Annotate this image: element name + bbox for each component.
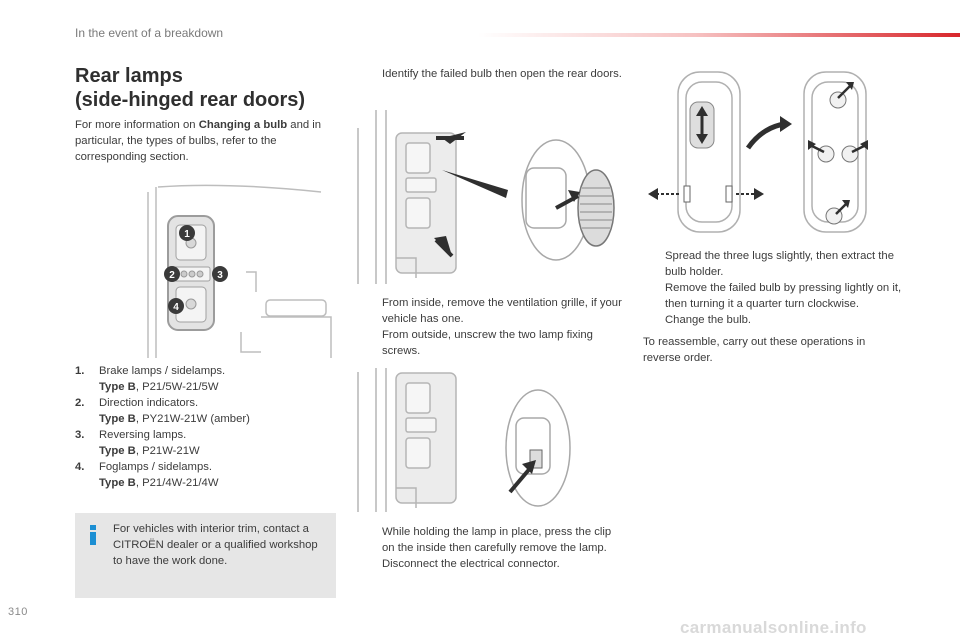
footer-watermark-url: carmanualsonline.info [680, 618, 867, 637]
intro-link-text: Changing a bulb [198, 119, 288, 131]
bulb-name: Brake lamps / sidelamps. [99, 365, 226, 377]
bulb-number: 1. [75, 365, 85, 377]
header-accent-bar [478, 33, 960, 37]
bulb-label-2: 2 [169, 270, 175, 281]
bulb-type-list [75, 363, 335, 491]
reassemble-note: To reassemble, carry out these operations in reverse order. [643, 336, 866, 364]
step-item: Change the bulb. [665, 314, 752, 326]
bulb-list-item [75, 395, 335, 427]
bulb-name: Reversing lamps. [99, 429, 187, 441]
step-list-middle [360, 295, 622, 359]
bulb-holder-diagram [644, 68, 908, 236]
bulb-label-3: 3 [217, 270, 223, 281]
step-item: While holding the lamp in place, press the clip on the inside then carefully remove the lamp. [382, 526, 612, 554]
page-number: 310 [8, 606, 28, 618]
rear-lamp-numbered-diagram [146, 182, 336, 358]
bulb-name: Direction indicators. [99, 397, 199, 409]
step-list-top [360, 66, 622, 82]
bulb-number: 2. [75, 397, 85, 409]
lamp-removal-diagram-top [356, 108, 620, 288]
step-item: From outside, unscrew the two lamp fixing screws. [382, 329, 593, 357]
intro-text-rest: and in particular, the types of bulbs, refer to the corresponding section. [75, 119, 322, 163]
step-item: Spread the three lugs slightly, then extract the bulb holder. [665, 250, 894, 278]
bulb-type: Type B, P21/4W-21/4W [99, 477, 219, 489]
bulb-type: Type B, P21/5W-21/5W [99, 381, 219, 393]
bulb-number: 4. [75, 461, 85, 473]
intro-text: For more information on [75, 119, 199, 131]
bulb-list-item [75, 363, 335, 395]
step-list-bottom [360, 524, 622, 572]
title-line-1: Rear lamps [75, 65, 183, 87]
step-item: Disconnect the electrical connector. [382, 558, 560, 570]
bulb-type: Type B, P21W-21W [99, 445, 200, 457]
bulb-number: 3. [75, 429, 85, 441]
section-header: In the event of a breakdown [75, 26, 224, 40]
bulb-label-4: 4 [173, 302, 179, 313]
step-item: From inside, remove the ventilation grille, if your vehicle has one. [382, 297, 622, 325]
info-box-text: For vehicles with interior trim, contact a CITROËN dealer or a qualified workshop to have the work done. [113, 523, 318, 567]
bulb-list-item [75, 459, 335, 491]
lamp-removal-diagram-bottom [356, 368, 588, 516]
info-icon [86, 525, 100, 545]
bulb-list-item [75, 427, 335, 459]
step-item: Remove the failed bulb by pressing lightly on it, then turning it a quarter turn clockwise. [665, 282, 902, 310]
step-list-right [643, 248, 905, 328]
step-item: Identify the failed bulb then open the rear doors. [382, 68, 622, 80]
bulb-type: Type B, PY21W-21W (amber) [99, 413, 250, 425]
page-title [75, 64, 305, 112]
bulb-label-1: 1 [184, 229, 190, 240]
intro-paragraph [75, 117, 337, 165]
bulb-name: Foglamps / sidelamps. [99, 461, 213, 473]
title-line-2: (side-hinged rear doors) [75, 89, 306, 111]
